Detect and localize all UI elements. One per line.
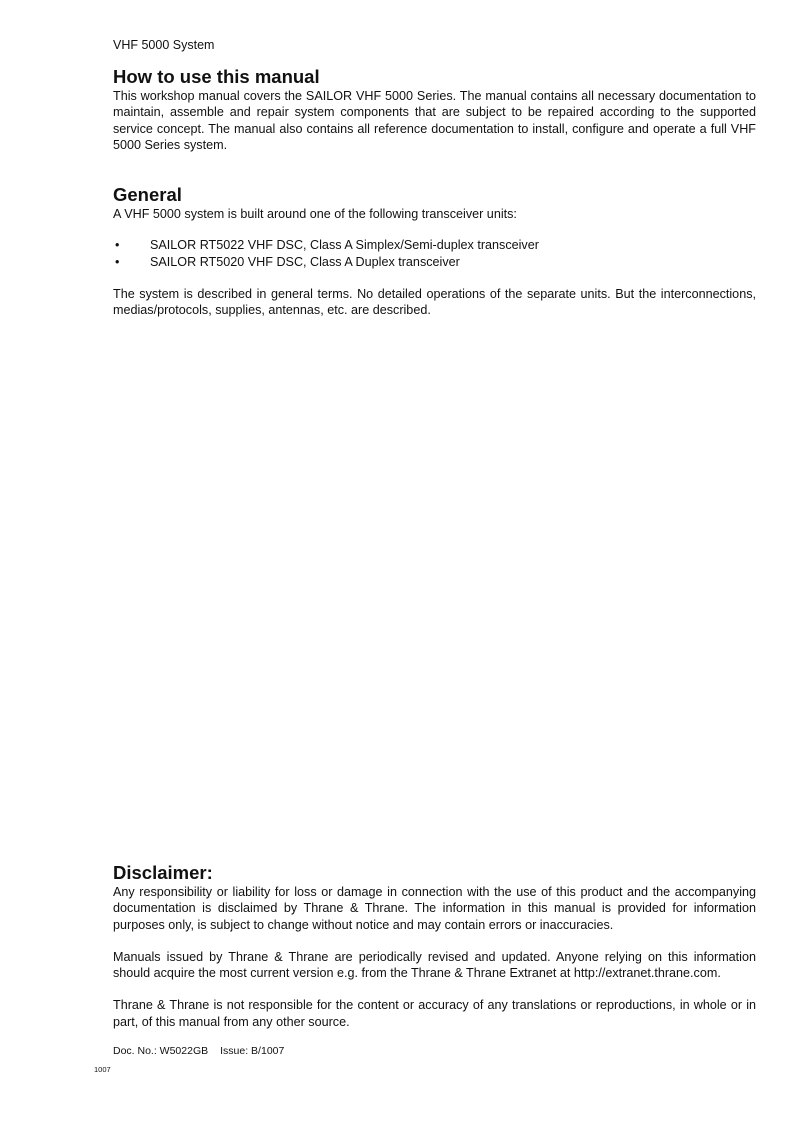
section-general (113, 184, 756, 318)
doc-number: Doc. No.: W5022GB (113, 1045, 209, 1057)
list-item (113, 237, 756, 253)
general-intro: A VHF 5000 system is built around one of the following transceiver units: (113, 207, 517, 221)
disclaimer-paragraph: Any responsibility or liability for loss or damage in connection with the use of this product and the accompanying documentation is disclaimed by Thrane & Thrane. The information in this manual is provided for information purposes only, is subject to change without notice and may contain errors or inaccuracies. (113, 885, 756, 932)
transceiver-list (113, 237, 756, 270)
section-title-general: General (113, 184, 182, 205)
footer-code: 1007 (94, 1065, 111, 1074)
disclaimer-paragraph: Manuals issued by Thrane & Thrane are periodically revised and updated. Anyone relying on this information should acquire the most current version e.g. from the Thrane & Thrane Extranet at http://extranet.thrane.com. (113, 949, 756, 981)
section-disclaimer (113, 862, 756, 1030)
running-header: VHF 5000 System (113, 38, 215, 52)
issue-number: Issue: B/1007 (220, 1045, 285, 1057)
list-item-text: SAILOR RT5022 VHF DSC, Class A Simplex/Semi-duplex transceiver (150, 238, 539, 253)
list-item (113, 254, 756, 270)
footer-doc-info (113, 1045, 284, 1058)
section-title-disclaimer: Disclaimer: (113, 862, 213, 883)
section-how-to-use (113, 66, 756, 153)
section-title-how-to-use: How to use this manual (113, 66, 320, 87)
bullet-icon: • (115, 254, 120, 269)
how-to-body: This workshop manual covers the SAILOR VHF 5000 Series. The manual contains all necessary documentation to maintain, assemble and repair system components that are subject to be repaired according to the supported service concept. The manual also contains all reference documentation to install, configure and operate a full VHF 5000 Series system. (113, 89, 756, 152)
general-body: The system is described in general terms. No detailed operations of the separate units. But the interconnections, medias/protocols, supplies, antennas, etc. are described. (113, 286, 756, 318)
disclaimer-paragraph: Thrane & Thrane is not responsible for the content or accuracy of any translations or reproductions, in whole or in part, of this manual from any other source. (113, 998, 756, 1029)
bullet-icon: • (115, 238, 120, 253)
list-item-text: SAILOR RT5020 VHF DSC, Class A Duplex transceiver (150, 254, 460, 269)
